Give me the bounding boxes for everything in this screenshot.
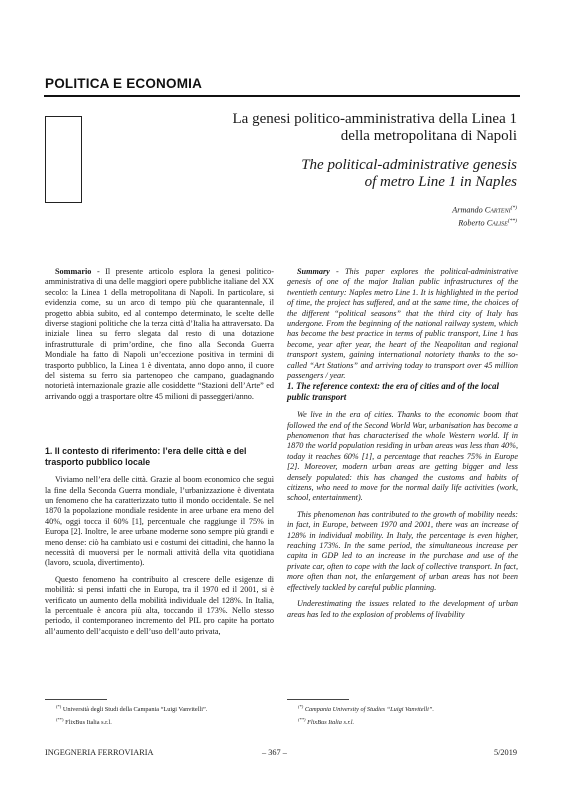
footnote-rule-right xyxy=(287,699,349,700)
author-2-first-name: Roberto xyxy=(458,218,485,228)
section-heading: POLITICA E ECONOMIA xyxy=(45,76,203,91)
summary-italian-text: - Il presente articolo esplora la genesi politico-amministrativa di una delle maggiori opere pubbliche italiane del XX secolo: la Linea 1 della metropolitana di Napoli. In particolare, si evidenzia come, su un arco di tempo più che quarantennale, il progetto abbia subito, ed al contempo determinato, le scelte delle diverse stagioni politiche che la terza città d’Italia ha attraversato. Da iniziale linea su ferro slegata dal resto di una dotazione infrastrutturale di prim’ordine, che fino alla Seconda Guerra Mondiale ha fatto di Napoli un’eccezione positiva in termini di trasporto pubblico, la Linea 1 è diventata, anno dopo anno, il cuore del sistema su ferro sia partenopeo che campano, guadagnando notorietà internazionale grazie alle cosiddette “Stazioni dell’Arte” ed arrivando oggi a trasportare oltre 45 milioni di passeggeri/anno. xyxy=(45,267,274,401)
journal-logo-box xyxy=(45,116,82,203)
author-2-mark: (**) xyxy=(507,217,517,224)
author-2 xyxy=(452,216,517,229)
author-1-last-name: Carteni xyxy=(484,205,511,215)
heading-italian: 1. Il contesto di riferimento: l’era delle città e del trasporto pubblico locale xyxy=(45,446,247,467)
author-1-mark: (*) xyxy=(510,205,517,211)
footnote-left-2 xyxy=(56,715,207,728)
footnote-right-2-mark: (**) xyxy=(298,717,306,723)
footnote-right-2-text: FlixBus Italia s.r.l. xyxy=(307,719,355,727)
body-italian-paragraph-2: Questo fenomeno ha contribuito al crescere delle esigenze di mobilità: si pensi infatti che in Europa, tra il 1970 ed il 2001, si è verificato un aumento della mobilità individuale del 128%. In Italia, la percentuale è ancora più alta, toccando il 173%. Nello stesso periodo, il contemporaneo incremento del PIL pro capite ha portato all’aumento dell’acquisto e dell’uso dell’auto privata, xyxy=(45,574,274,636)
footer-issue: 5/2019 xyxy=(493,748,517,757)
right-section-1 xyxy=(287,381,518,620)
left-section-1 xyxy=(45,446,274,637)
footnote-right-1 xyxy=(298,702,434,715)
footnote-left-2-mark: (**) xyxy=(56,717,64,723)
summary-english-text: - This paper explores the political-administrative genesis of one of the major Italian public infrastructures of the twentieth century: Naples metro Line 1. It is highlighted in the period of time, the project has suffered, and at the same time, the choices of the different “political seasons” that the third city of Italy has undergone. From the beginning of the national railway system, which has become the best practice in terms of public transport, Line 1 has become, year after year, the heart of the Neapolitan and regional transport system, gaining international notoriety thanks to the so-called “Art Stations” and arriving today to transport over 45 million passengers / year. xyxy=(287,267,518,381)
footnote-right-2 xyxy=(298,715,434,728)
footnotes-left xyxy=(56,702,207,728)
author-1-first-name: Armando xyxy=(452,205,483,215)
body-italian-paragraph-1: Viviamo nell’era delle città. Grazie al boom economico che seguì la fine della Seconda Guerra mondiale, l’urbanizzazione è diventata un fenomeno che ha caratterizzato tutto il mondo occidentale. Se nel 1870 la popolazione mondiale residente in aree urbane era meno del 40%, oggi tocca il 60% [1], percentuale che raggiunge il 75% in Europa [2]. Inoltre, le aree urbane moderne sono sempre più grandi e meno dense: ciò ha cambiato usi e costumi dei cittadini, che hanno la necessità di muoversi per le normali attività della vita quotidiana (lavoro, scuola, divertimento). xyxy=(45,475,274,568)
author-list xyxy=(452,203,517,228)
body-english-paragraph-2: This phenomenon has contributed to the growth of mobility needs: in fact, in Europe, between 1970 and 2001, there was an increase of 128% in individual mobility. In Italy, the percentage is even higher, reaching 173%. In the same period, the simultaneous increase per capita in GDP led to an increase in the purchase and use of the private car, often to cope with the lack of collective transport. In fact, more often than not, the enlargement of urban areas has not been effectively tackled by careful public planning. xyxy=(287,509,518,592)
author-1 xyxy=(452,203,517,216)
footnote-right-1-text: Campania University of Studies “Luigi Vanvitelli”. xyxy=(304,706,434,714)
footnote-left-1-text: Università degli Studi della Campania “Luigi Vanvitelli”. xyxy=(62,706,208,714)
summary-italian-lead: Sommario xyxy=(55,267,92,276)
footnote-left-2-text: FlixBus Italia s.r.l. xyxy=(65,719,112,727)
title-italian-line-2: della metropolitana di Napoli xyxy=(340,128,517,144)
body-english-paragraph-1: We live in the era of cities. Thanks to the economic boom that followed the end of the Second World War, urbanisation has become a phenomenon that has characterised the whole Western world. If in 1870 the world population residing in urban areas was less than 40%, today it reaches 60% [1], a percentage that reaches 75% in Europe [2]. Moreover, modern urban areas are getting bigger and less densely populated: this has changed the customs and habits of citizens, who need to move for the normal daily life activities (work, school, entertainment). xyxy=(287,410,518,503)
footnote-rule-left xyxy=(45,699,107,700)
left-column xyxy=(45,267,274,402)
title-english-line-1: The political-administrative genesis xyxy=(301,157,517,173)
summary-english xyxy=(287,267,518,381)
footer-page-number: – 367 – xyxy=(262,748,287,757)
author-2-last-name: Calise xyxy=(486,218,508,228)
right-column xyxy=(287,267,518,381)
title-italian-line-1: La genesi politico-amministrativa della Linea 1 xyxy=(232,111,517,127)
summary-english-lead: Summary xyxy=(297,267,330,276)
heading-english: 1. The reference context: the era of cities and of the local public transport xyxy=(287,381,499,402)
footnote-left-1 xyxy=(56,702,207,715)
footnotes-right xyxy=(298,702,434,728)
title-english-line-2: of metro Line 1 in Naples xyxy=(364,174,517,190)
footnote-left-1-mark: (*) xyxy=(56,704,62,709)
footnote-right-1-mark: (*) xyxy=(298,704,304,709)
body-english-paragraph-3: Underestimating the issues related to the development of urban areas has led to the explosion of problems of livability xyxy=(287,599,518,619)
section-rule xyxy=(44,95,520,97)
title-english xyxy=(87,157,517,191)
summary-italian xyxy=(45,267,274,402)
footer-journal-name: INGEGNERIA FERROVIARIA xyxy=(45,748,154,757)
title-italian xyxy=(87,111,517,145)
